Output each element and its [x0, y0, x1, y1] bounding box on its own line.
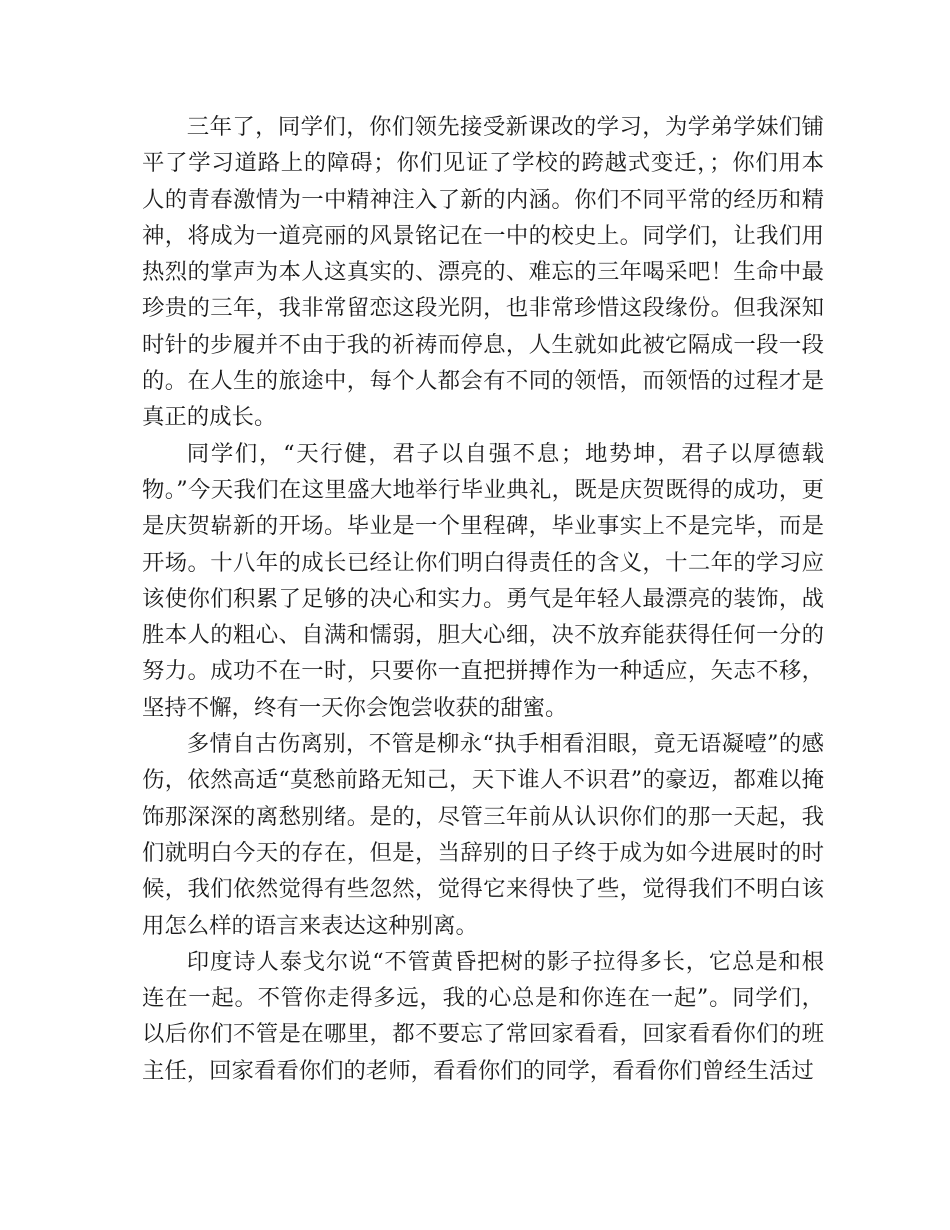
document-page — [142, 109, 824, 1089]
paragraph-1: 三年了，同学们，你们领先接受新课改的学习，为学弟学妹们铺平了学习道路上的障碍；你们见证了学校的跨越式变迁，；你们用本人的青春激情为一中精神注入了新的内涵。你们不同平常的经历和精神，将成为一道亮丽的风景铭记在一中的校史上。同学们，让我们用热烈的掌声为本人这真实的、漂亮的、难忘的三年喝采吧！生命中最珍贵的三年，我非常留恋这段光阴，也非常珍惜这段缘份。但我深知时针的步履并不由于我的祈祷而停息，人生就如此被它隔成一段一段的。在人生的旅途中，每个人都会有不同的领悟，而领悟的过程才是真正的成长。 — [142, 114, 824, 431]
paragraph-3: 多情自古伤离别，不管是柳永“执手相看泪眼，竟无语凝噎”的感伤，依然高适“莫愁前路无知己，天下谁人不识君”的豪迈，都难以掩饰那深深的离愁别绪。是的，尽管三年前从认识你们的那一天起，我们就明白今天的存在，但是，当辞别的日子终于成为如今进展时的时候，我们依然觉得有些忽然，觉得它来得快了些，觉得我们不明白该用怎么样的语言来表达这种别离。 — [142, 731, 824, 939]
paragraph-2: 同学们，“天行健，君子以自强不息；地势坤，君子以厚德载物。”今天我们在这里盛大地举行毕业典礼，既是庆贺既得的成功，更是庆贺崭新的开场。毕业是一个里程碑，毕业事实上不是完毕，而是开场。十八年的成长已经让你们明白得责任的含义，十二年的学习应该使你们积累了足够的决心和实力。勇气是年轻人最漂亮的装饰，战胜本人的粗心、自满和懦弱，胆大心细，决不放弃能获得任何一分的努力。成功不在一时，只要你一直把拼搏作为一种适应，矢志不移，坚持不懈，终有一天你会饱尝收获的甜蜜。 — [142, 440, 824, 721]
paragraph-4: 印度诗人泰戈尔说“不管黄昏把树的影子拉得多长，它总是和根连在一起。不管你走得多远，我的心总是和你连在一起”。同学们，以后你们不管是在哪里，都不要忘了常回家看看，回家看看你们的班主任，回家看看你们的老师，看看你们的同学，看看你们曾经生活过 — [142, 948, 824, 1084]
